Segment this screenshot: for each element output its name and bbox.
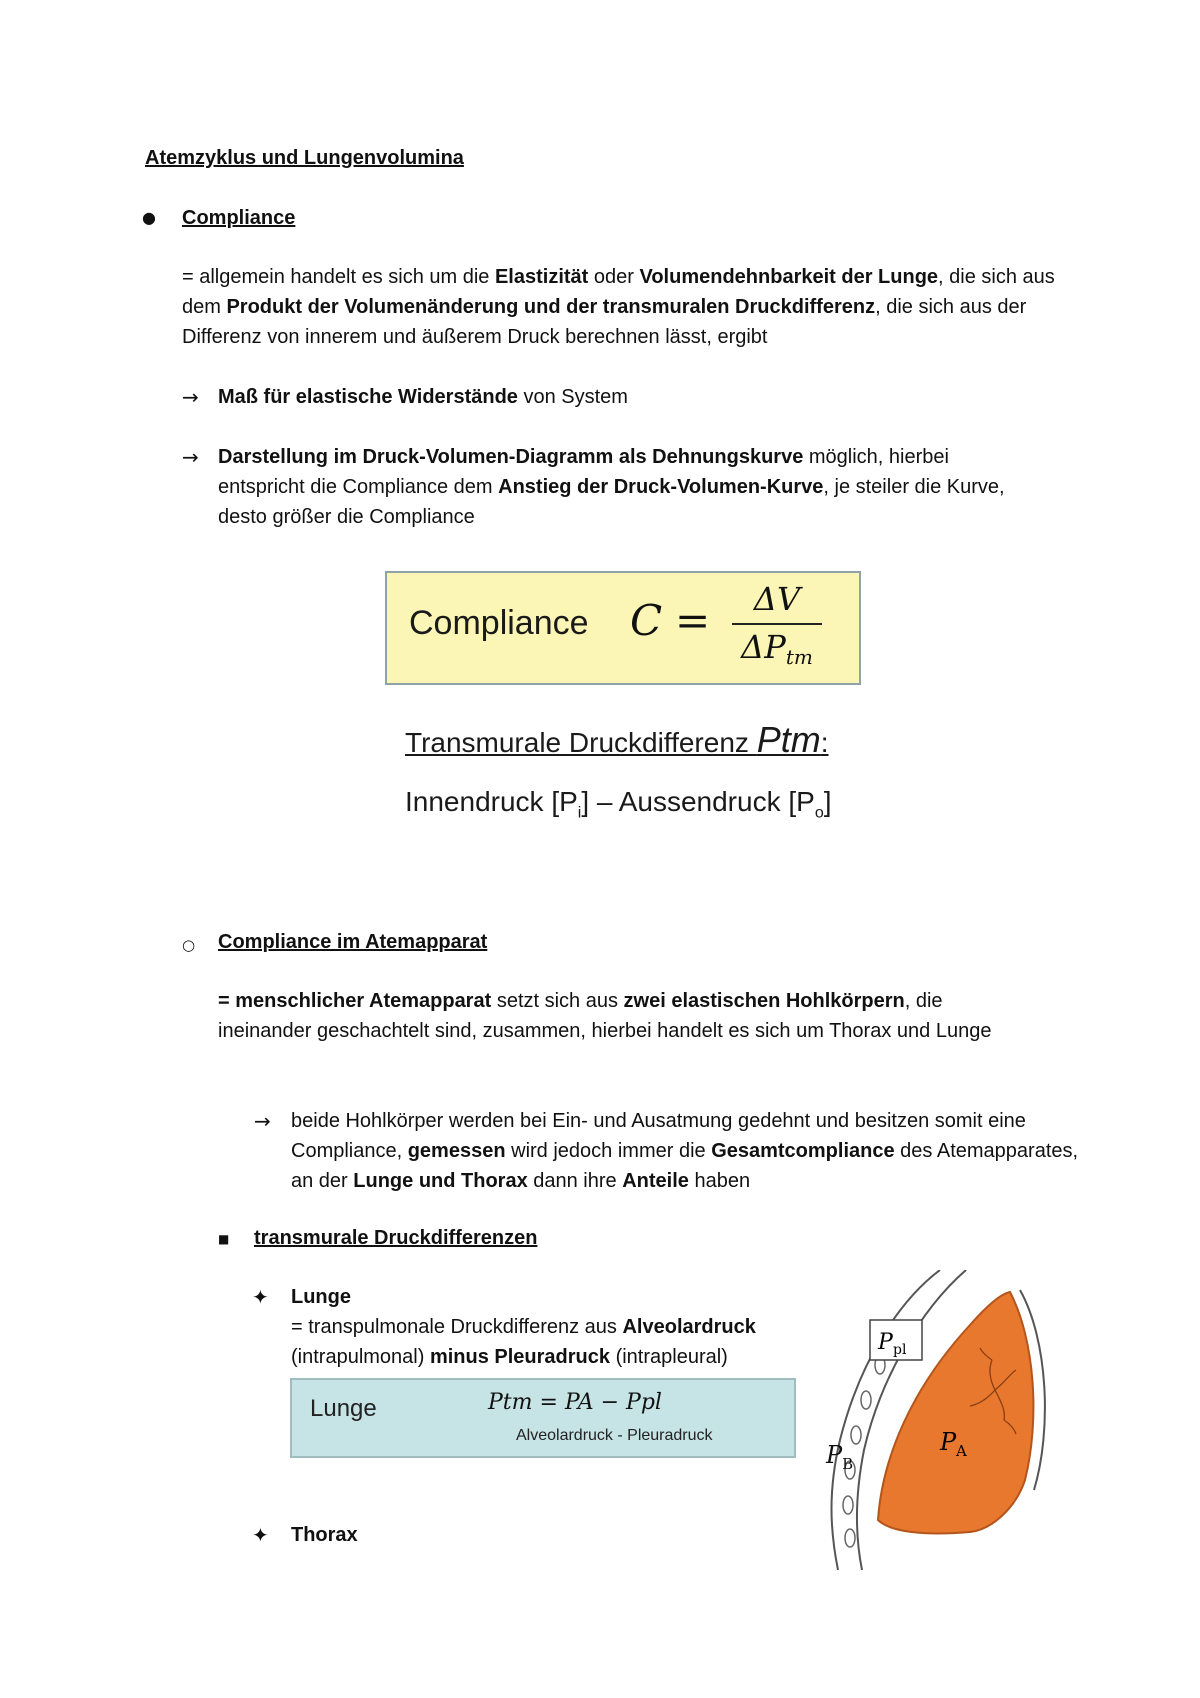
arrow-item-dehnungskurve [218, 442, 1018, 532]
arrow-icon: → [182, 445, 199, 469]
lunge-box-formula: Ptm = PA − Ppl [488, 1390, 662, 1415]
arrow-icon: → [254, 1109, 271, 1133]
formula-fraction [732, 579, 822, 677]
text-run: Darstellung im Druck-Volumen-Diagramm als Dehnungskurve [218, 446, 804, 468]
arrow-item-gesamtcompliance [291, 1106, 1081, 1196]
text-run: minus Pleuradruck [429, 1346, 611, 1368]
text-run: gemessen [407, 1140, 506, 1162]
text-run: zwei elastischen Hohlkörpern [623, 990, 905, 1012]
text-run: beide Hohlkörper werden bei Ein- und Ausatmung gedehnt und besitzen somit eine Compliance, [291, 1110, 1026, 1162]
formula-numerator: ΔV [732, 579, 822, 625]
text-run: dann ihre [527, 1170, 623, 1192]
text-run: möglich, hierbei entspricht die Compliance dem [218, 446, 949, 498]
bullet-icon: ● [142, 208, 156, 227]
square-bullet-icon: ■ [218, 1232, 230, 1246]
text-run: Produkt der Volumenänderung und der transmuralen Druckdifferenz [226, 296, 876, 318]
formula-denominator: $\Delta P_{tm}$ [741, 628, 813, 669]
pb-label: $P_B$ [826, 1441, 854, 1473]
text-run: , die sich aus der Differenz von innerem und äußerem Druck berechnen lässt, ergibt [182, 296, 1027, 348]
thorax-title: Thorax [291, 1524, 358, 1546]
text-run: (intrapulmonal) [291, 1346, 430, 1368]
formula-symbol: C [630, 596, 663, 645]
compliance-paragraph [182, 262, 1062, 352]
text-run: = transpulmonale Druckdifferenz aus [291, 1316, 623, 1338]
lunge-box-label: Lunge [310, 1395, 377, 1422]
text-run: Anstieg der Druck-Volumen-Kurve [498, 476, 824, 498]
atemapparat-heading: Compliance im Atemapparat [218, 931, 488, 953]
text-run: Volumendehnbarkeit der Lunge [639, 266, 939, 288]
compliance-heading: Compliance [182, 207, 296, 229]
arrow-item-widerstaende [218, 382, 1058, 412]
pa-sub: A [956, 1442, 967, 1460]
arrow-icon: → [182, 385, 199, 409]
text-run: Gesamtcompliance [711, 1140, 895, 1162]
text-run: Alveolardruck [622, 1316, 756, 1338]
formula-equals: = [675, 596, 711, 645]
text-run: des Atemapparates, an der [291, 1140, 1079, 1192]
ppl-label: P [878, 1330, 893, 1355]
text-run: (intrapleural) [610, 1346, 728, 1368]
four-point-star-icon: ✦ [252, 1523, 269, 1547]
text-run: Maß für elastische Widerstände [218, 386, 518, 408]
text-run: Elastizität [494, 266, 589, 288]
lunge-description [291, 1312, 811, 1372]
text-run: von System [517, 386, 628, 408]
lunge-formula-box [290, 1378, 796, 1458]
text-run: , die sich aus dem [182, 266, 1055, 318]
text-run: setzt sich aus [491, 990, 624, 1012]
text-run: haben [688, 1170, 751, 1192]
text-run: Anteile [622, 1170, 689, 1192]
text-run: = allgemein handelt es sich um die [182, 266, 495, 288]
text-run: oder [588, 266, 640, 288]
text-run: , die ineinander geschachtelt sind, zusammen, hierbei handelt es sich um Thorax und Lunge [218, 990, 992, 1042]
pressure-difference-line: Innendruck $[P_i]$ – Aussendruck $[P_o]$ [405, 786, 832, 822]
lung-pressure-diagram [820, 1270, 1060, 1570]
ppl-sub: pl [893, 1342, 907, 1358]
text-run: wird jedoch immer die [505, 1140, 712, 1162]
atemapparat-paragraph [218, 986, 1028, 1046]
transmural-differences-heading: transmurale Druckdifferenzen [254, 1227, 538, 1249]
text-run: , je steiler die Kurve, desto größer die Compliance [218, 476, 1005, 528]
text-run: Lunge und Thorax [353, 1170, 528, 1192]
formula-label: Compliance [409, 604, 589, 642]
lunge-box-caption: Alveolardruck - Pleuradruck [516, 1427, 713, 1444]
text-run: = menschlicher Atemapparat [218, 990, 492, 1012]
pa-label: P [940, 1428, 957, 1456]
transmural-heading: Transmurale Druckdifferenz Ptm: [405, 719, 829, 760]
lunge-title: Lunge [291, 1286, 351, 1308]
page-title: Atemzyklus und Lungenvolumina [145, 147, 464, 169]
four-point-star-icon: ✦ [252, 1285, 269, 1309]
compliance-formula-box [385, 571, 861, 685]
circle-bullet-icon: ○ [182, 936, 196, 954]
